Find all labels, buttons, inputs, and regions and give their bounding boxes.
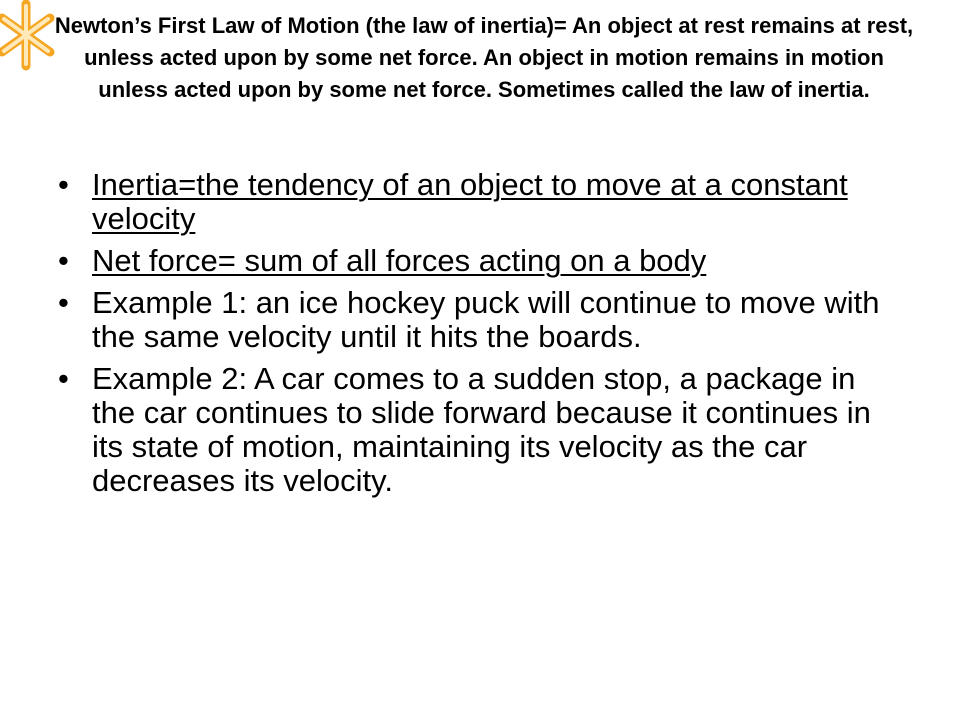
asterisk-icon	[0, 0, 56, 72]
bullet-list	[54, 168, 904, 506]
slide-title: Newton’s First Law of Motion (the law of inertia)= An object at rest remains at rest, unless acted upon by some net force. An object in motion remains in motion unless acted upon by some net force. Sometimes called the law of inertia.	[54, 13, 914, 102]
bullet-item-net-force	[54, 244, 904, 278]
bullet-text: Example 2: A car comes to a sudden stop, a package in the car continues to slide forward because it continues in its state of motion, maintaining its velocity as the car decreases its velocity.	[92, 361, 871, 498]
bullet-marker: •	[58, 285, 69, 320]
bullet-item-example-2	[54, 362, 904, 498]
bullet-text: Inertia=the tendency of an object to move at a constant velocity	[92, 167, 848, 236]
bullet-item-example-1	[54, 286, 904, 354]
bullet-marker: •	[58, 243, 69, 278]
bullet-text: Net force= sum of all forces acting on a body	[92, 243, 707, 278]
bullet-marker: •	[58, 361, 69, 396]
bullet-marker: •	[58, 167, 69, 202]
bullet-text: Example 1: an ice hockey puck will continue to move with the same velocity until it hits the boards.	[92, 285, 880, 354]
bullet-item-inertia	[54, 168, 904, 236]
